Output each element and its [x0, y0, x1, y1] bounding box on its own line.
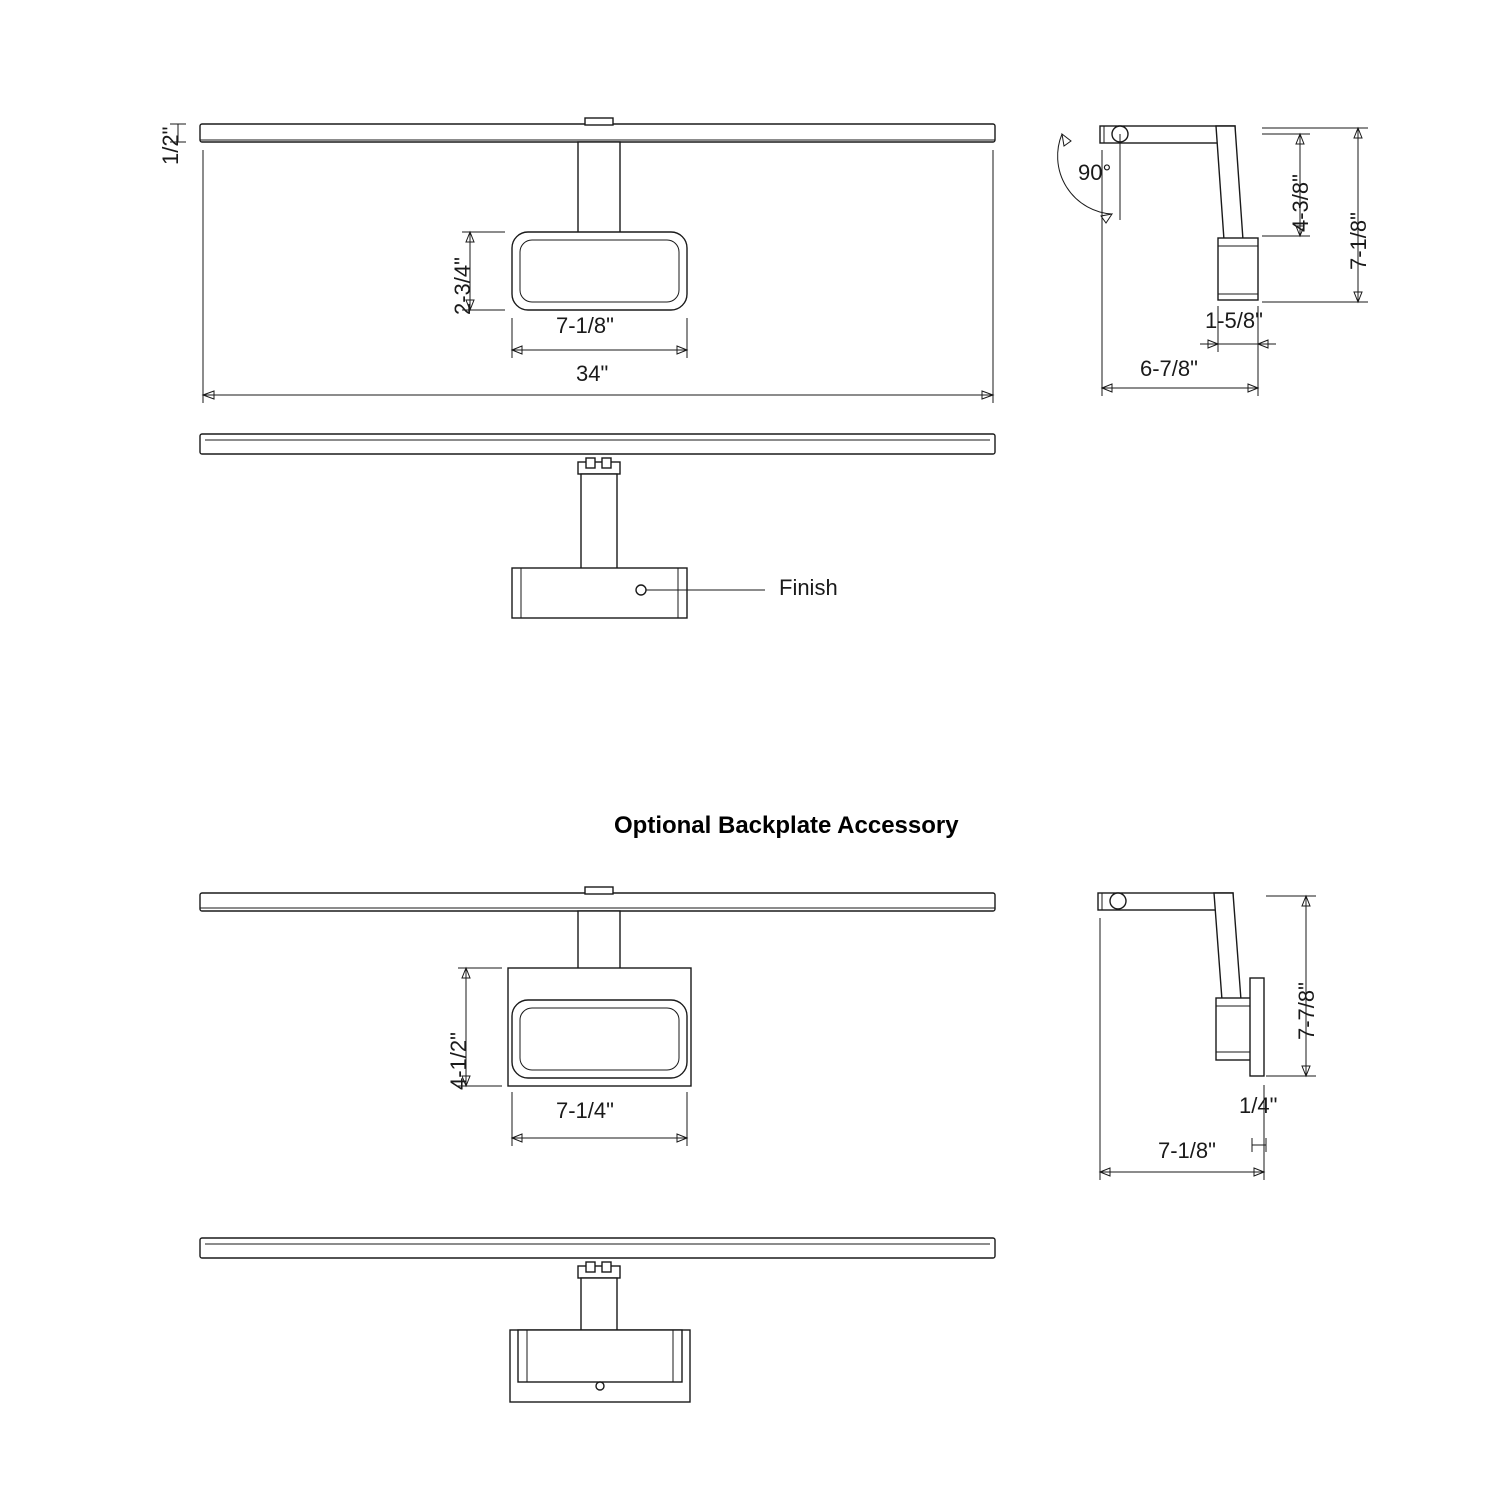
dim-label-backplate-thickness: 1/4" [1239, 1093, 1278, 1118]
main-bottom-view [200, 434, 995, 618]
dim-label-side-body-width: 1-5/8" [1205, 308, 1263, 333]
backplate-bottom-view [200, 1238, 995, 1402]
dim-label-side-drop: 4-3/8" [1288, 174, 1313, 232]
dim-label-side-total-height: 7-1/8" [1346, 212, 1371, 270]
dim-label-main-front-height: 1/2" [158, 126, 183, 165]
callout-finish-label: Finish [779, 575, 838, 600]
main-side-view [1058, 126, 1258, 300]
dim-label-side-angle: 90° [1078, 160, 1112, 185]
backplate-front-view [200, 887, 995, 1086]
main-front-view [200, 118, 995, 310]
dim-label-backplate-projection: 7-1/8" [1158, 1138, 1216, 1163]
backplate-side-view [1098, 893, 1264, 1076]
dim-label-side-projection: 6-7/8" [1140, 356, 1198, 381]
dim-label-backplate-height: 4-1/2" [446, 1032, 471, 1090]
dim-label-main-body-height: 2-3/4" [450, 257, 475, 315]
dim-label-main-body-width: 7-1/8" [556, 313, 614, 338]
dim-label-backplate-width: 7-1/4" [556, 1098, 614, 1123]
section-title-optional-backplate: Optional Backplate Accessory [614, 812, 959, 839]
dim-label-main-overall-width: 34" [576, 361, 609, 386]
dim-label-backplate-side-height: 7-7/8" [1294, 982, 1319, 1040]
